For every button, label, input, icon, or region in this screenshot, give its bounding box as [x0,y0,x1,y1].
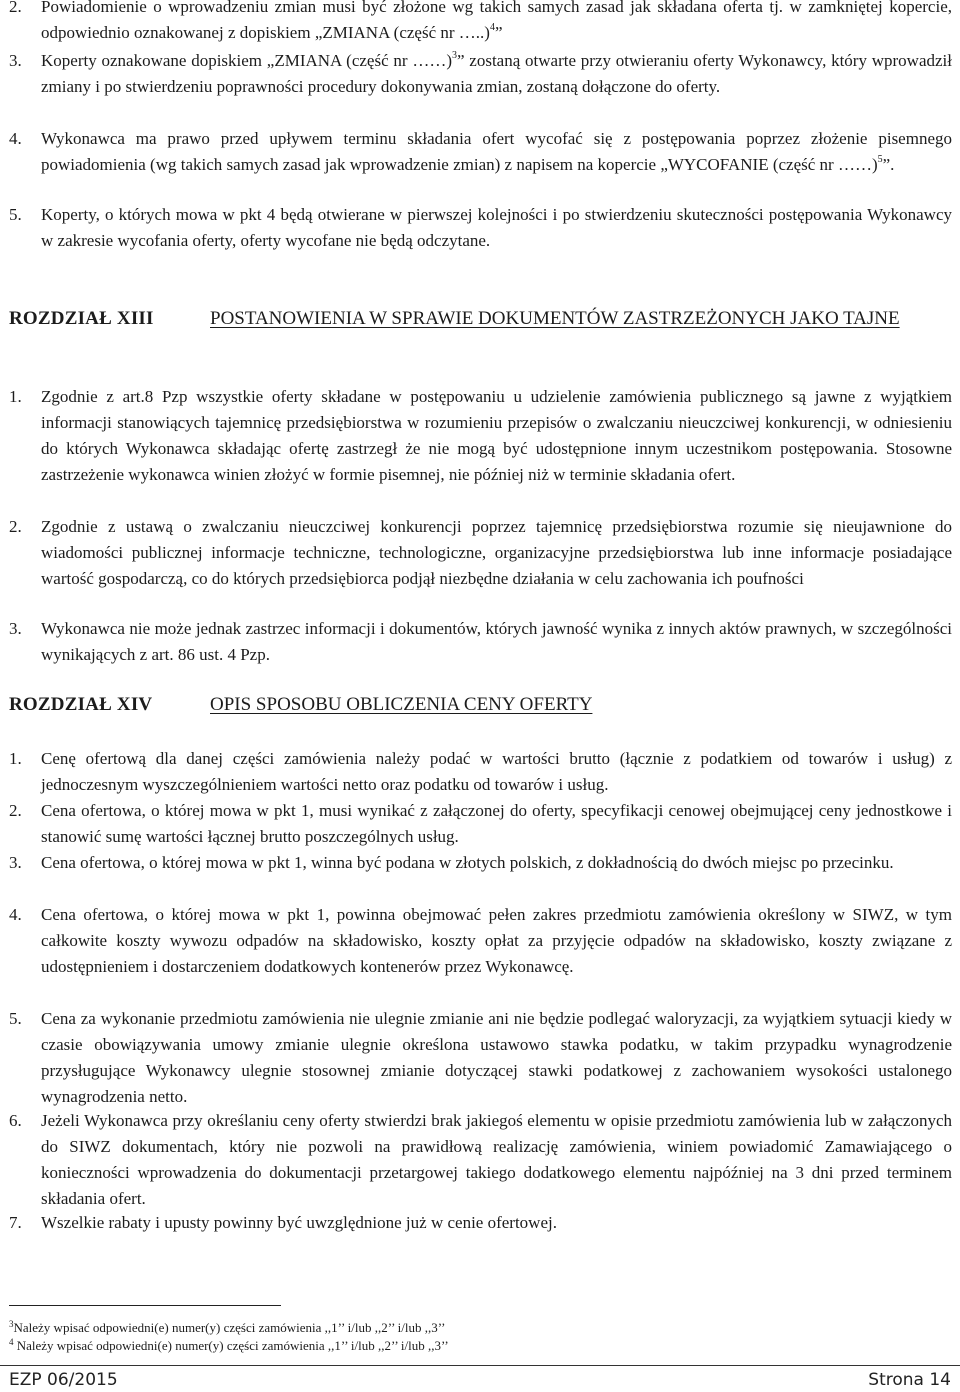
list-item [9,202,952,254]
item-text [41,126,952,178]
item-number: 1. [9,387,22,406]
list-item [9,514,952,592]
list-item [9,746,952,798]
item-text-tail: ”. [882,155,895,174]
item-text-body: Koperty oznakowane dopiskiem „ZMIANA (część nr ……) [41,51,452,70]
item-text-tail: ” zostaną otwarte przy otwieraniu oferty Wykonawcy, który wprowadził zmiany i po stwierdzeniu poprawności procedury dokonywania zmian, zostaną dołączone do oferty. [41,51,952,96]
item-number: 5. [9,1009,22,1028]
item-number: 2. [9,801,22,820]
footnote-ref: 3 [451,50,457,61]
footnote-text: Należy wpisać odpowiedni(e) numer(y) części zamówienia ,,1’’ i/lub ,,2’’ i/lub ,,3’’ [13,1338,449,1353]
footer-page-number: Strona 14 [868,1370,951,1390]
chapter-title: POSTANOWIENIA W SPRAWIE DOKUMENTÓW ZASTRZEŻONYCH JAKO TAJNE [210,308,900,329]
list-item [9,1108,952,1212]
item-number: 7. [9,1213,22,1232]
item-text: Cena ofertowa, o której mowa w pkt 1, musi wynikać z załączonej do oferty, specyfikacji cenowej obejmującej ceny jednostkowe i stanowić sumę wartości łącznej brutto poszczególnych usług. [41,801,952,846]
chapter-title: OPIS SPOSOBU OBLICZENIA CENY OFERTY [210,694,593,715]
list-item [9,616,952,668]
item-text: Cena za wykonanie przedmiotu zamówienia nie ulegnie zmianie ani nie będzie podlegać waloryzacji, za wyjątkiem sytuacji kiedy w czasie obowiązywania umowy zmianie ulegnie określona ustawowo stawka podatku, w takim przypadku wynagrodzenie przysługujące Wykonawcy ulegnie stosownej zmianie dotyczącej stawki podatkowej z zachowaniem wysokości ustalonego wynagrodzenia netto. [41,1009,952,1106]
footnote-separator [9,1305,281,1306]
item-number: 3. [9,853,22,872]
footnote-ref: 4 [489,22,495,33]
item-text: Cena ofertowa, o której mowa w pkt 1, winna być podana w złotych polskich, z dokładnością do dwóch miejsc po przecinku. [41,853,894,872]
item-text: Wszelkie rabaty i upusty powinny być uwzględnione już w cenie ofertowej. [41,1213,557,1232]
footnote-mark: 4 [9,1337,14,1347]
footnote-mark: 3 [9,1319,14,1329]
item-text: Jeżeli Wykonawca przy określaniu ceny oferty stwierdzi brak jakiegoś elementu w opisie przedmiotu zamówienia lub w załączonych do SIWZ dokumentach, który nie pozwoli na prawidłową realizację zamówienia, winiem powiadomić Zamawiającego o konieczności wprowadzenia do dokumentacji przetargowej takiego dodatkowego elementu najpóźniej na 3 dni przed terminem składania ofert. [41,1111,952,1208]
item-text-body: Powiadomienie o wprowadzeniu zmian musi być złożone wg takich samych zasad jak składana oferta tj. w zamkniętej kopercie, odpowiednio oznakowanej z dopiskiem „ZMIANA (część nr …..) [41,0,952,42]
item-text: Zgodnie z art.8 Pzp wszystkie oferty składane w postępowaniu u udzielenie zamówienia publicznego są jawne z wyjątkiem informacji stanowiących tajemnicę przedsiębiorstwa w rozumieniu przepisów o zwalczaniu nieuczciwej konkurencji, w odniesieniu do których Wykonawca składając ofertę zastrzegł że nie mogą być udostępnione innym uczestnikom postępowania. Stosowne zastrzeżenie wykonawca winien złożyć w formie pisemnej, nie później niż w terminie składania ofert. [41,387,952,484]
footnote [9,1320,709,1336]
list-item [9,0,952,46]
item-text: Zgodnie z ustawą o zwalczaniu nieuczciwej konkurencji poprzez tajemnicę przedsiębiorstwa rozumie się nieujawnione do wiadomości publicznej informacje techniczne, technologiczne, organizacyjne przedsiębiorstwa lub inne informacje posiadające wartość gospodarczą, co do których przedsiębiorca podjął niezbędne działania w celu zachowania ich poufności [41,517,952,588]
item-text: Cena ofertowa, o której mowa w pkt 1, powinna obejmować pełen zakres przedmiotu zamówienia określony w SIWZ, w tym całkowite koszty wywozu odpadów na składowisko, koszty opłat za przyjęcie odpadów na składowisko, koszty związane z udostępnieniem i dostarczeniem dodatkowych kontenerów przez Wykonawcę. [41,905,952,976]
item-number: 4. [9,129,22,148]
item-number: 6. [9,1111,22,1130]
footer-separator [0,1365,960,1366]
chapter-label: ROZDZIAŁ XIV [9,694,153,715]
item-number: 3. [9,619,22,638]
item-number: 1. [9,749,22,768]
list-item [9,384,952,488]
list-item [9,850,952,876]
footnote [9,1338,709,1354]
footnote-ref: 5 [877,154,883,165]
item-text: Wykonawca nie może jednak zastrzec informacji i dokumentów, których jawność wynika z innych aktów prawnych, w szczególności wynikających z art. 86 ust. 4 Pzp. [41,619,952,664]
list-item [9,798,952,850]
list-item [9,902,952,980]
item-text-tail: ” [494,23,503,42]
list-item [9,126,952,178]
item-text [41,0,952,46]
item-text [41,48,952,100]
list-item [9,48,952,100]
item-text-body: Wykonawca ma prawo przed upływem terminu składania ofert wycofać się z postępowania poprzez złożenie pisemnego powiadomienia (wg takich samych zasad jak wprowadzenie zmian) z napisem na kopercie „WYCOFANIE (część nr ……) [41,129,952,174]
item-text: Koperty, o których mowa w pkt 4 będą otwierane w pierwszej kolejności i po stwierdzeniu skuteczności postępowania Wykonawcy w zakresie wycofania oferty, oferty wycofane nie będą odczytane. [41,205,952,250]
item-number: 3. [9,51,22,70]
chapter-heading [9,692,952,718]
item-number: 5. [9,205,22,224]
footnote-text: Należy wpisać odpowiedni(e) numer(y) części zamówienia ,,1’’ i/lub ,,2’’ i/lub ,,3’’ [13,1320,446,1335]
footer-document-id: EZP 06/2015 [9,1370,118,1390]
item-number: 4. [9,905,22,924]
chapter-label: ROZDZIAŁ XIII [9,308,154,329]
chapter-heading [9,306,952,332]
list-item [9,1006,952,1110]
item-number: 2. [9,517,22,536]
item-number: 2. [9,0,22,16]
list-item [9,1210,952,1236]
item-text: Cenę ofertową dla danej części zamówienia należy podać w wartości brutto (łącznie z podatkiem od towarów i usług) z jednoczesnym wyszczególnieniem wartości netto oraz podatku od towarów i usług. [41,749,952,794]
